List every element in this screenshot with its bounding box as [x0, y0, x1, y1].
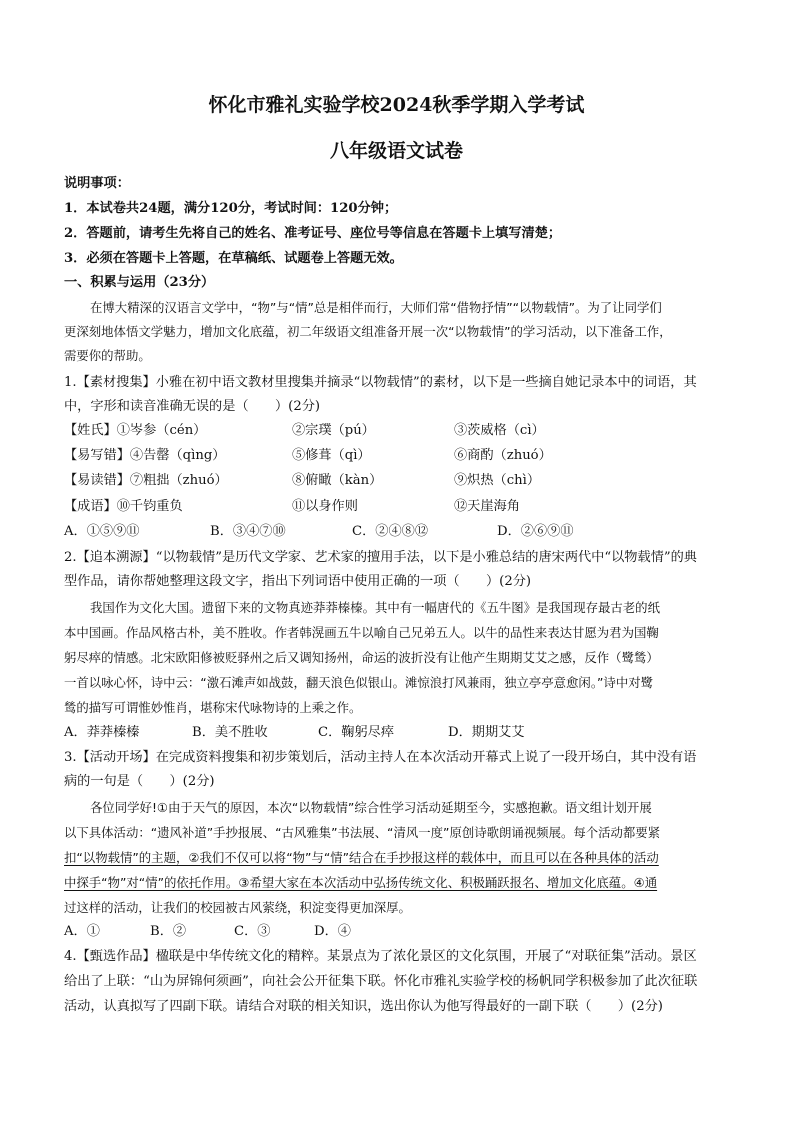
- q3-passage-line: 中探手“物”对“情”的依托作用。③希望大家在本次活动中弘扬传统文化、积极踊跃报名、增加文化底蕴。④通: [64, 875, 658, 890]
- q1-stem: 中，字形和读音准确无误的是（ ）(2分): [64, 399, 321, 414]
- q1-word-item: ⑨炽热（chì）: [454, 473, 541, 488]
- q3-passage-line: 各位同学好!①由于天气的原因，本次“以物载情”综合性学习活动延期至今，实感抱歉。语文组计划开展: [90, 800, 652, 815]
- q1-word-item: ③茨威格（cì）: [454, 423, 545, 438]
- q4-stem: 4.【甄选作品】楹联是中华传统文化的精粹。某景点为了浓化景区的文化氛围，开展了“对联征集”活动。景区: [64, 949, 697, 964]
- note-item: 3．必须在答题卡上答题，在草稿纸、试题卷上答题无效。: [64, 251, 403, 266]
- q3-option-b: B．②: [150, 924, 187, 939]
- notes-heading: 说明事项：: [64, 176, 130, 191]
- intro-line: 更深刻地体悟文学魅力，增加文化底蕴，初二年级语文组准备开展一次“以物载情”的学习活动，以下准备工作，: [64, 324, 672, 339]
- note-item: 2．答题前，请考生先将自己的姓名、准考证号、座位号等信息在答题卡上填写清楚；: [64, 226, 562, 241]
- q1-option-d: D．②⑥⑨⑪: [497, 524, 574, 539]
- q3-option-c: C．③: [234, 924, 271, 939]
- intro-line: 在博大精深的汉语言文学中，“物”与“情”总是相伴而行，大师们常“借物抒情”“以物载情”。为了让同学们: [90, 300, 662, 315]
- q1-option-a: A．①⑤⑨⑪: [64, 524, 140, 539]
- q2-option-d: D．期期艾艾: [448, 725, 525, 740]
- q2-option-a: A．莽莽榛榛: [64, 725, 140, 740]
- q1-word-item: ⑫天崖海角: [454, 499, 520, 514]
- q3-stem: 3.【活动开场】在完成资料搜集和初步策划后，活动主持人在本次活动开幕式上说了一段开场白，其中没有语: [64, 750, 697, 765]
- q2-passage-line: 本中国画。作品风格古朴，美不胜收。作者韩滉画五牛以喻自己兄弟五人。以牛的品性来表达甘愿为君为国鞠: [64, 625, 659, 640]
- q1-word-item: 【成语】⑩千钧重负: [64, 499, 183, 514]
- q1-word-item: 【易写错】④告罄（qìng）: [64, 448, 226, 463]
- exam-title: 怀化市雅礼实验学校2024秋季学期入学考试: [208, 94, 585, 116]
- q1-word-item: ⑥商酌（zhuó）: [454, 448, 552, 463]
- q1-word-item: ⑤修葺（qì）: [292, 448, 371, 463]
- q3-option-a: A．①: [64, 924, 100, 939]
- q2-stem: 2.【追本溯源】“以物载情”是历代文学家、艺术家的擅用手法，以下是小雅总结的唐宋两代中“以物载情”的典: [64, 550, 697, 565]
- q4-stem: 给出了上联：“山为屏锦何须画”，向社会公开征集下联。怀化市雅礼实验学校的杨帆同学积极参加了此次征联: [64, 974, 698, 989]
- q2-passage-line: 躬尽瘁的情感。北宋欧阳修被贬驿州之后又调知扬州，命运的波折没有让他产生期期艾艾之感，反作（鹭鸶）: [64, 650, 659, 665]
- q1-stem: 1.【素材搜集】小雅在初中语文教材里搜集并摘录“以物载情”的素材，以下是一些摘自她记录本中的词语，其: [64, 375, 697, 390]
- q3-option-d: D．④: [314, 924, 351, 939]
- q3-passage-line: 扣“以物载情”的主题，②我们不仅可以将“物”与“情”结合在手抄报这样的载体中，而且可以在各种具体的活动: [64, 850, 659, 865]
- q2-passage-line: 鸶的描写可谓惟妙惟肖，堪称宋代咏物诗的上乘之作。: [64, 700, 362, 715]
- q2-stem: 型作品，请你帮她整理这段文字，指出下列词语中使用正确的一项（ ）(2分): [64, 574, 532, 589]
- q1-word-item: 【姓氏】①岑参（cén）: [64, 423, 207, 438]
- q1-word-item: ②宗璞（pú）: [292, 423, 375, 438]
- q3-stem: 病的一句是（ ）(2分): [64, 774, 215, 789]
- q2-option-c: C．鞠躬尽瘁: [318, 725, 395, 740]
- intro-line: 需要你的帮助。: [64, 348, 151, 363]
- q3-passage-line: 过这样的活动，让我们的校园被古风萦绕，积淀变得更加深厚。: [64, 900, 411, 915]
- q2-option-b: B．美不胜收: [192, 725, 268, 740]
- q1-word-item: 【易读错】⑦粗拙（zhuó）: [64, 473, 228, 488]
- note-item: 1．本试卷共24题，满分120分，考试时间：120分钟；: [64, 201, 398, 216]
- q2-passage-line: 一首以咏心怀，诗中云：“激石滩声如战鼓，翻天浪色似银山。滩惊浪打风兼雨，独立亭亭意愈闲。”诗中对鹭: [64, 675, 653, 690]
- q3-passage-line: 以下具体活动：“遗风补道”手抄报展、“古风雅集”书法展、“清风一度”原创诗歌朗诵视频展。每个活动都要紧: [64, 825, 661, 840]
- q2-passage-line: 我国作为文化大国。遗留下来的文物真迹莽莽榛榛。其中有一幅唐代的《五牛图》是我国现存最古老的纸: [90, 600, 660, 615]
- exam-subtitle: 八年级语文试卷: [329, 140, 463, 162]
- q1-option-b: B．③④⑦⑩: [210, 524, 286, 539]
- q1-option-c: C．②④⑧⑫: [352, 524, 429, 539]
- section-heading: 一、积累与运用（23分）: [64, 275, 215, 290]
- q1-word-item: ⑧俯瞰（kàn）: [292, 473, 383, 488]
- q1-word-item: ⑪以身作则: [292, 499, 358, 514]
- q4-stem: 活动，认真拟写了四副下联。请结合对联的相关知识，选出你认为他写得最好的一副下联（ ）(2分): [64, 999, 663, 1014]
